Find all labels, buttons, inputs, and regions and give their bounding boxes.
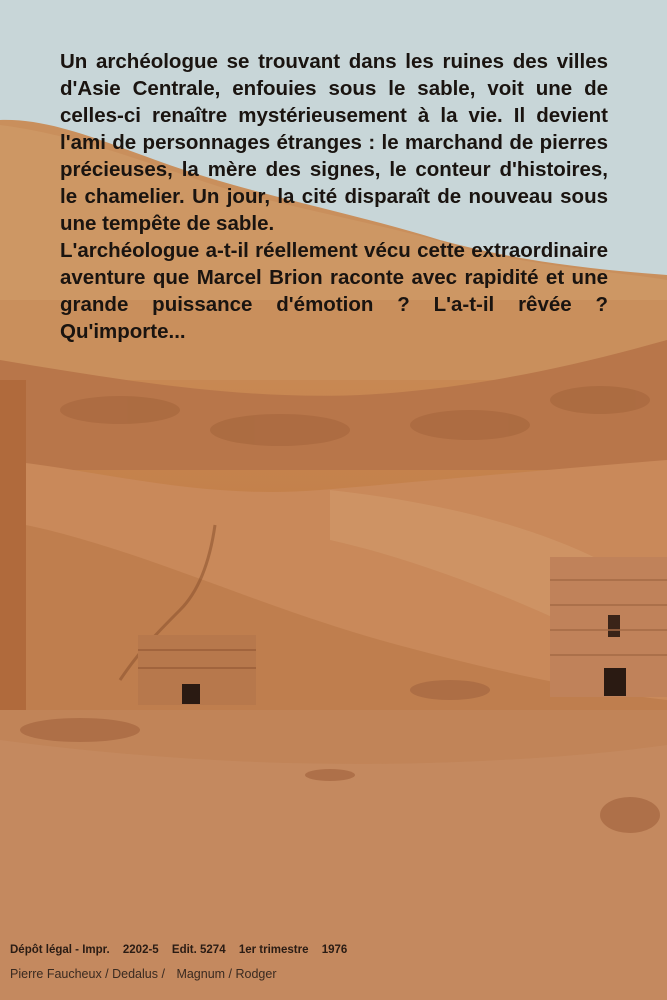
tomb-small — [138, 635, 256, 705]
legal-deposit — [10, 944, 357, 956]
credits — [10, 967, 285, 981]
edition-number: Edit. 5274 — [171, 944, 226, 956]
year: 1976 — [321, 944, 348, 956]
impression-number: 2202-5 — [122, 944, 159, 956]
blurb-paragraph-2: L'archéologue a-t-il réellement vécu cette extraordinaire aventure que Marcel Brion raconte avec rapidité et une grande puissance d'émotion ? L'a-t-il rêvée ? Qu'importe... — [60, 239, 608, 343]
tomb-tower — [550, 557, 667, 697]
design-credit: Pierre Faucheux / Dedalus / — [10, 967, 165, 981]
blurb-paragraph-1: Un archéologue se trouvant dans les ruines des villes d'Asie Centrale, enfouies sous le sable, voit une de celles-ci renaître mystérieusement à la vie. Il devient l'ami de personnages étranges : le marchand de pierres précieuses, la mère des signes, le conteur d'histoires, le chamelier. Un jour, la cité disparaît de nouveau sous une tempête de sable. — [60, 50, 608, 235]
depot-legal-label: Dépôt légal - Impr. — [10, 944, 110, 956]
photo-credit: Magnum / Rodger — [176, 967, 277, 981]
trimestre: 1er trimestre — [238, 944, 309, 956]
back-cover-blurb — [60, 48, 608, 345]
